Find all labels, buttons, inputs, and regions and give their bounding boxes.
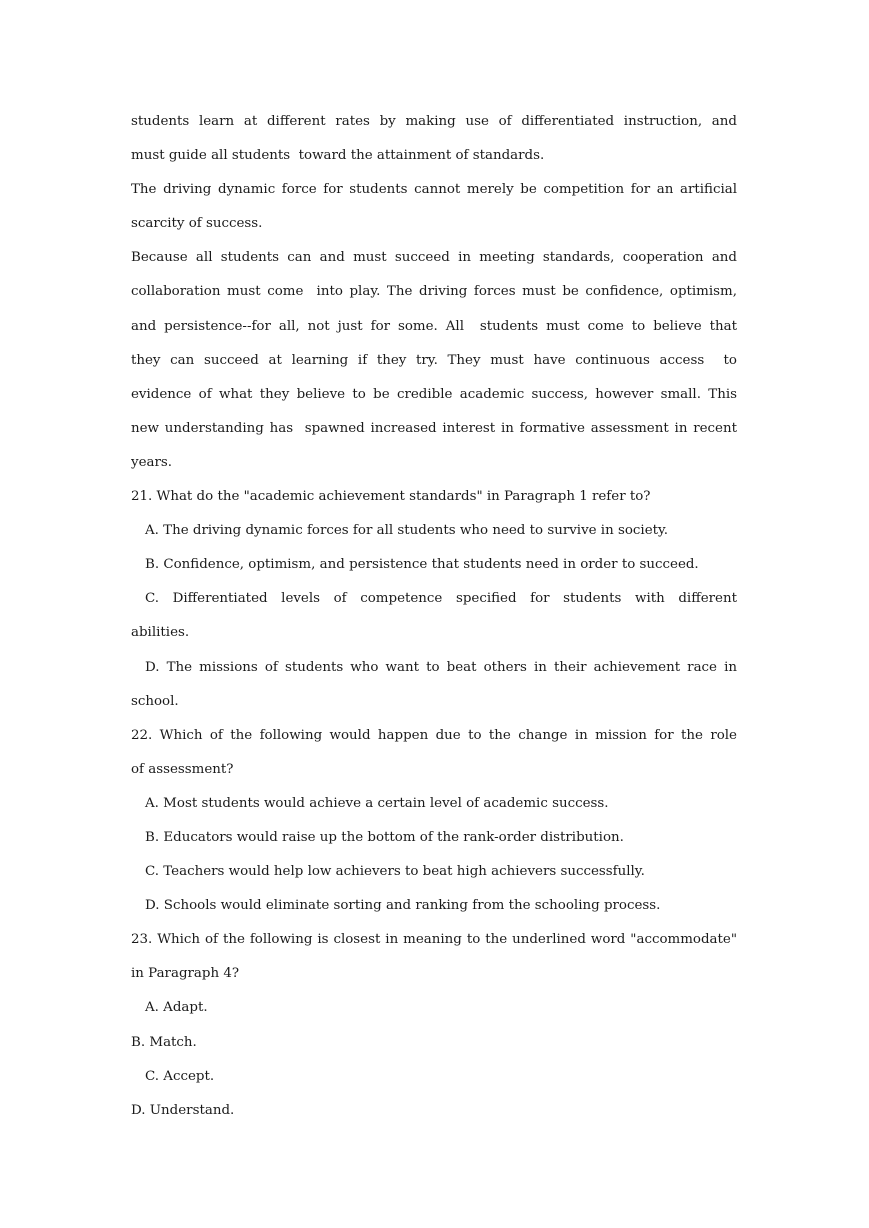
question-23-option-c: C. Accept.: [145, 1068, 215, 1084]
question-23-stem: 23. Which of the following is closest in meaning to the underlined word "accommodate": [131, 932, 737, 948]
question-23-option-d: D. Understand.: [131, 1102, 235, 1118]
passage-line: The driving dynamic force for students cannot merely be competition for an artificial: [131, 182, 737, 198]
question-21-option-a: A. The driving dynamic forces for all students who need to survive in society.: [145, 523, 669, 539]
question-21-option-c: C. Differentiated levels of competence specified for students with different: [145, 591, 737, 607]
question-21-option-d: D. The missions of students who want to beat others in their achievement race in: [145, 659, 737, 675]
question-22-option-c: C. Teachers would help low achievers to beat high achievers successfully.: [145, 864, 645, 880]
question-21-option-c-continued: abilities.: [131, 625, 190, 641]
question-22-option-d: D. Schools would eliminate sorting and ranking from the schooling process.: [145, 898, 661, 914]
passage-line: Because all students can and must succeed in meeting standards, cooperation and: [131, 250, 737, 266]
passage-line: years.: [131, 454, 173, 470]
passage-line: new understanding has spawned increased interest in formative assessment in recent: [131, 420, 737, 436]
passage-line: they can succeed at learning if they try. They must have continuous access to: [131, 352, 737, 368]
question-22-stem-continued: of assessment?: [131, 761, 234, 777]
question-22-option-a: A. Most students would achieve a certain level of academic success.: [145, 795, 609, 811]
question-23-stem-continued: in Paragraph 4?: [131, 966, 240, 982]
question-21-option-d-continued: school.: [131, 693, 179, 709]
question-21-stem: 21. What do the "academic achievement standards" in Paragraph 1 refer to?: [131, 489, 651, 505]
passage-line: must guide all students toward the attainment of standards.: [131, 148, 545, 164]
passage-line: and persistence--for all, not just for some. All students must come to believe that: [131, 318, 737, 334]
document-page: [131, 105, 737, 1128]
passage-line: collaboration must come into play. The driving forces must be confidence, optimism,: [131, 284, 737, 300]
question-22-option-b: B. Educators would raise up the bottom of the rank-order distribution.: [145, 829, 624, 845]
question-21-option-b: B. Confidence, optimism, and persistence that students need in order to succeed.: [145, 557, 699, 573]
passage-line: evidence of what they believe to be credible academic success, however small. This: [131, 386, 737, 402]
question-23-option-a: A. Adapt.: [145, 1000, 208, 1016]
question-22-stem: 22. Which of the following would happen due to the change in mission for the role: [131, 727, 737, 743]
question-23-option-b: B. Match.: [131, 1034, 197, 1050]
passage-line: students learn at different rates by making use of differentiated instruction, and: [131, 114, 737, 129]
passage-line: scarcity of success.: [131, 216, 263, 232]
